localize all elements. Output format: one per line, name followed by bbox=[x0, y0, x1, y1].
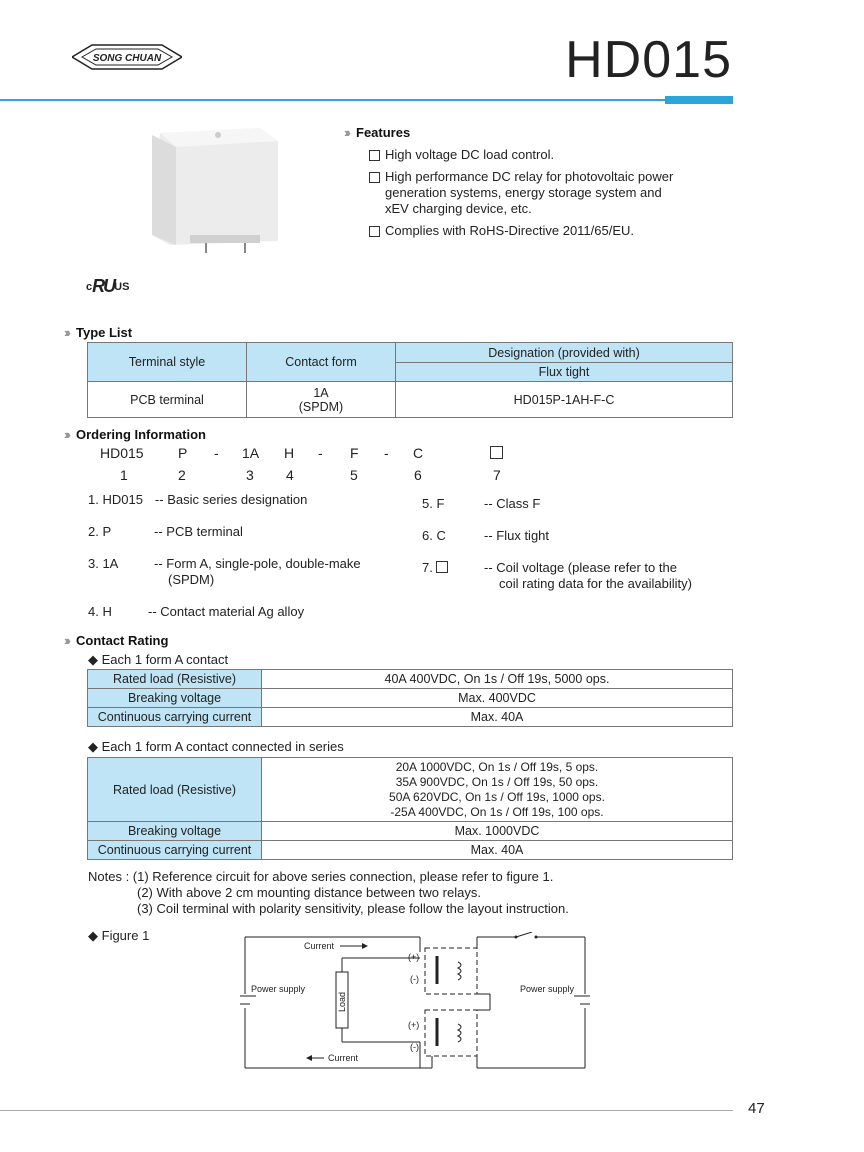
coil-voltage-box-icon bbox=[490, 446, 503, 459]
figure-label: ◆ Figure 1 bbox=[88, 928, 150, 943]
contact-rating-table-1: Rated load (Resistive) 40A 400VDC, On 1s / Off 19s, 5000 ops. Breaking voltage Max. 400VDC Continuous carrying current Max. 40A bbox=[87, 669, 733, 727]
ordering-title: ››› Ordering Information bbox=[64, 427, 206, 442]
relay-photo bbox=[150, 123, 280, 255]
plus-label-2: (+) bbox=[408, 1020, 420, 1030]
diamond-icon: ◆ bbox=[88, 928, 98, 943]
cell-contact-form: 1A (SPDM) bbox=[247, 382, 396, 418]
power-supply-left-label: Power supply bbox=[251, 984, 306, 994]
type-list-table bbox=[87, 342, 733, 418]
current-bottom-label: Current bbox=[328, 1053, 359, 1063]
th-contact-form: Contact form bbox=[247, 343, 396, 382]
features-title: ››› Features bbox=[344, 125, 411, 140]
minus-label-1: (-) bbox=[410, 974, 419, 984]
contact-rating-title: ››› Contact Rating bbox=[64, 633, 169, 648]
sub-series-contact: ◆ Each 1 form A contact connected in series bbox=[88, 739, 344, 754]
chevron-icon: ››› bbox=[344, 125, 348, 140]
order-left-2-desc: -- PCB terminal bbox=[154, 524, 243, 539]
th-designation: Designation (provided with) bbox=[396, 343, 733, 363]
order-left-1: 1. HD015 -- Basic series designation bbox=[88, 492, 308, 507]
order-right-6: 6. C bbox=[422, 528, 446, 543]
order-left-3-desc2: (SPDM) bbox=[168, 572, 215, 587]
song-chuan-logo bbox=[72, 40, 182, 74]
checkbox-icon bbox=[369, 226, 380, 237]
current-top-label: Current bbox=[304, 941, 335, 951]
ul-certification-mark: cRUUS bbox=[86, 276, 130, 296]
figure-1-circuit bbox=[240, 932, 590, 1072]
order-right-6-desc: -- Flux tight bbox=[484, 528, 550, 543]
note-1: Notes : (1) Reference circuit for above series connection, please refer to figure 1. bbox=[88, 869, 554, 884]
sub-single-contact: ◆ Each 1 form A contact bbox=[88, 652, 229, 667]
plus-label-1: (+) bbox=[408, 952, 420, 962]
features-list bbox=[369, 147, 689, 239]
cell-designation: HD015P-1AH-F-C bbox=[396, 382, 733, 418]
model-title: HD015 bbox=[565, 31, 732, 89]
footer-rule bbox=[0, 1110, 733, 1111]
contact-rating-table-2: Rated load (Resistive) 20A 1000VDC, On 1s / Off 19s, 5 ops. 35A 900VDC, On 1s / Off 19s, 50 ops. 50A 620VDC, On 1s / Off 19s, 1000 ops. -25A 400VDC, On 1s / Off 19s, 100 ops. Breaking voltage Max. 1000VDC Continuous carrying current Max. 40A bbox=[87, 757, 733, 860]
chevron-icon: ››› bbox=[64, 427, 68, 442]
feature-item: High performance DC relay for photovoltaic power generation systems, energy storage system and xEV charging device, etc. bbox=[369, 169, 689, 217]
order-right-7-desc2: coil rating data for the availability) bbox=[499, 576, 692, 591]
page-number: 47 bbox=[748, 1100, 765, 1117]
th-terminal-style: Terminal style bbox=[88, 343, 247, 382]
order-left-2: 2. P bbox=[88, 524, 112, 539]
type-list-title: ››› Type List bbox=[64, 325, 133, 340]
brand-text: SONG CHUAN bbox=[92, 53, 162, 64]
order-left-3: 3. 1A bbox=[88, 556, 119, 571]
header-rule bbox=[0, 99, 733, 101]
note-2: (2) With above 2 cm mounting distance between two relays. bbox=[137, 885, 481, 900]
chevron-icon: ››› bbox=[64, 633, 68, 648]
ul-us-text: US bbox=[114, 281, 130, 293]
order-right-5: 5. F bbox=[422, 496, 445, 511]
order-left-4-desc: -- Contact material Ag alloy bbox=[148, 604, 305, 619]
diamond-icon: ◆ bbox=[88, 739, 98, 754]
note-3: (3) Coil terminal with polarity sensitivity, please follow the layout instruction. bbox=[137, 901, 569, 916]
order-right-5-desc: -- Class F bbox=[484, 496, 541, 511]
th-flux-tight: Flux tight bbox=[396, 363, 733, 382]
power-supply-right-label: Power supply bbox=[520, 984, 575, 994]
minus-label-2: (-) bbox=[410, 1042, 419, 1052]
checkbox-icon bbox=[369, 150, 380, 161]
order-left-3-desc: -- Form A, single-pole, double-make bbox=[154, 556, 361, 571]
ul-c-text: c bbox=[86, 281, 93, 293]
order-left-4: 4. H bbox=[88, 604, 112, 619]
coil-voltage-box-icon bbox=[436, 561, 448, 573]
order-right-7: 7. bbox=[422, 560, 448, 575]
checkbox-icon bbox=[369, 172, 380, 183]
diamond-icon: ◆ bbox=[88, 652, 98, 667]
feature-item: High voltage DC load control. bbox=[369, 147, 689, 163]
order-right-7-desc: -- Coil voltage (please refer to the bbox=[484, 560, 677, 575]
cell-terminal: PCB terminal bbox=[88, 382, 247, 418]
load-label: Load bbox=[337, 991, 347, 1012]
chevron-icon: ››› bbox=[64, 325, 68, 340]
feature-item: Complies with RoHS-Directive 2011/65/EU. bbox=[369, 223, 689, 239]
header-accent-bar bbox=[665, 96, 733, 104]
